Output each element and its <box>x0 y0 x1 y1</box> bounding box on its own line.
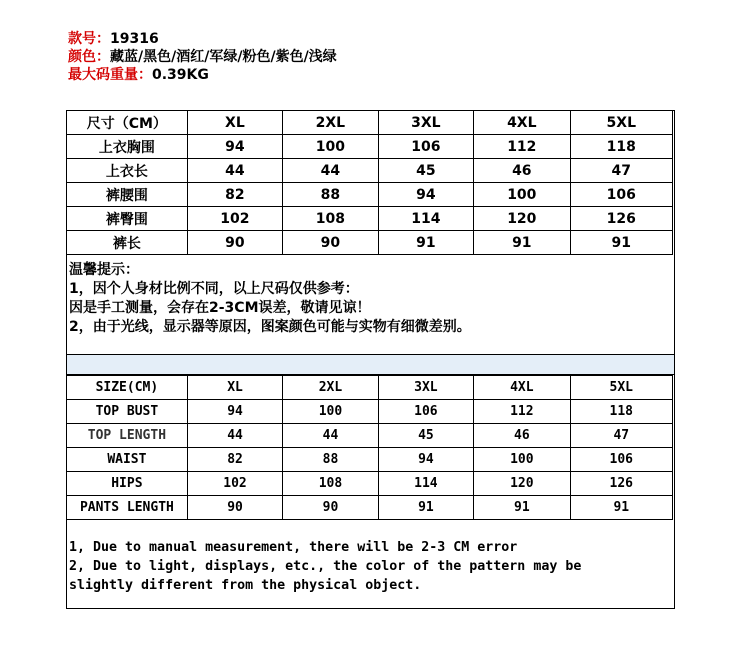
note-line: slightly different from the physical object. <box>69 578 422 593</box>
table-cell: 118 <box>570 400 672 424</box>
table-row <box>67 159 673 183</box>
header-cell: 5XL <box>570 376 672 400</box>
table-row <box>67 183 673 207</box>
table-cell: 120 <box>474 472 570 496</box>
table-cell: 44 <box>187 159 282 183</box>
table-cell: 100 <box>283 135 378 159</box>
table-cell: 82 <box>187 183 282 207</box>
style-number-value: 19316 <box>110 31 159 47</box>
table-cell: 94 <box>187 400 282 424</box>
row-label: 裤腰围 <box>67 183 188 207</box>
notes-title: 温馨提示： <box>69 262 139 278</box>
table-cell: 90 <box>283 496 378 520</box>
weight-value: 0.39KG <box>152 67 209 83</box>
table-cell: 106 <box>570 183 672 207</box>
row-label: HIPS <box>67 472 188 496</box>
table-cell: 112 <box>474 135 570 159</box>
header-cell: XL <box>187 376 282 400</box>
table-cell: 118 <box>570 135 672 159</box>
table-row <box>67 424 673 448</box>
notes-english <box>69 538 581 595</box>
table-cell: 100 <box>474 183 570 207</box>
product-info <box>68 30 337 84</box>
header-cell: XL <box>187 111 282 135</box>
size-table-chinese <box>66 110 673 255</box>
table-cell: 82 <box>187 448 282 472</box>
table-cell: 94 <box>378 448 473 472</box>
table-cell: 46 <box>474 159 570 183</box>
table-cell: 100 <box>283 400 378 424</box>
table-cell: 44 <box>187 424 282 448</box>
table-cell: 44 <box>283 159 378 183</box>
note-line: 因是手工测量，会存在2-3CM误差，敬请见谅！ <box>69 300 371 316</box>
table-cell: 126 <box>570 472 672 496</box>
table-cell: 44 <box>283 424 378 448</box>
color-label: 颜色： <box>68 49 110 65</box>
header-cell: 2XL <box>283 376 378 400</box>
table-row <box>67 231 673 255</box>
table-cell: 108 <box>283 207 378 231</box>
table-cell: 91 <box>378 496 473 520</box>
weight-label: 最大码重量： <box>68 67 152 83</box>
header-cell: 2XL <box>283 111 378 135</box>
table-cell: 45 <box>378 159 473 183</box>
header-cell: 4XL <box>474 111 570 135</box>
table-row <box>67 472 673 496</box>
table-cell: 106 <box>378 135 473 159</box>
table-row <box>67 207 673 231</box>
table-cell: 112 <box>474 400 570 424</box>
table-cell: 102 <box>187 207 282 231</box>
size-chart-sheet <box>66 110 675 609</box>
note-line: 1, Due to manual measurement, there will be 2-3 CM error <box>69 540 518 555</box>
section-divider-bar <box>67 354 674 375</box>
row-label: 裤长 <box>67 231 188 255</box>
table-header-row <box>67 111 673 135</box>
weight-row <box>68 66 337 84</box>
table-cell: 120 <box>474 207 570 231</box>
table-row <box>67 496 673 520</box>
table-cell: 100 <box>474 448 570 472</box>
table-cell: 45 <box>378 424 473 448</box>
color-value: 藏蓝/黑色/酒红/军绿/粉色/紫色/浅绿 <box>110 49 337 65</box>
table-cell: 46 <box>474 424 570 448</box>
header-cell: 尺寸（CM） <box>67 111 188 135</box>
header-cell: SIZE(CM) <box>67 376 188 400</box>
table-cell: 88 <box>283 183 378 207</box>
table-cell: 91 <box>378 231 473 255</box>
style-number-label: 款号： <box>68 31 110 47</box>
table-cell: 114 <box>378 207 473 231</box>
table-row <box>67 135 673 159</box>
color-row <box>68 48 337 66</box>
table-cell: 88 <box>283 448 378 472</box>
row-label: TOP BUST <box>67 400 188 424</box>
notes-chinese <box>69 261 471 337</box>
row-label: 上衣胸围 <box>67 135 188 159</box>
table-row <box>67 448 673 472</box>
table-cell: 94 <box>378 183 473 207</box>
header-cell: 3XL <box>378 111 473 135</box>
table-cell: 94 <box>187 135 282 159</box>
table-header-row <box>67 376 673 400</box>
table-cell: 126 <box>570 207 672 231</box>
table-cell: 114 <box>378 472 473 496</box>
table-cell: 108 <box>283 472 378 496</box>
table-cell: 91 <box>570 496 672 520</box>
row-label: 裤臀围 <box>67 207 188 231</box>
row-label: PANTS LENGTH <box>67 496 188 520</box>
table-cell: 106 <box>570 448 672 472</box>
style-number-row <box>68 30 337 48</box>
table-cell: 47 <box>570 159 672 183</box>
note-line: 2，由于光线，显示器等原因，图案颜色可能与实物有细微差别。 <box>69 319 471 335</box>
table-cell: 91 <box>474 231 570 255</box>
table-cell: 90 <box>187 231 282 255</box>
size-table-english <box>66 375 673 520</box>
table-cell: 106 <box>378 400 473 424</box>
row-label: 上衣长 <box>67 159 188 183</box>
header-cell: 4XL <box>474 376 570 400</box>
table-cell: 91 <box>570 231 672 255</box>
header-cell: 5XL <box>570 111 672 135</box>
header-cell: 3XL <box>378 376 473 400</box>
table-cell: 90 <box>283 231 378 255</box>
note-line: 2, Due to light, displays, etc., the color of the pattern may be <box>69 559 582 574</box>
row-label: WAIST <box>67 448 188 472</box>
row-label: TOP LENGTH <box>67 424 188 448</box>
note-line: 1，因个人身材比例不同，以上尺码仅供参考： <box>69 281 359 297</box>
table-cell: 102 <box>187 472 282 496</box>
table-cell: 47 <box>570 424 672 448</box>
table-row <box>67 400 673 424</box>
table-cell: 91 <box>474 496 570 520</box>
table-cell: 90 <box>187 496 282 520</box>
